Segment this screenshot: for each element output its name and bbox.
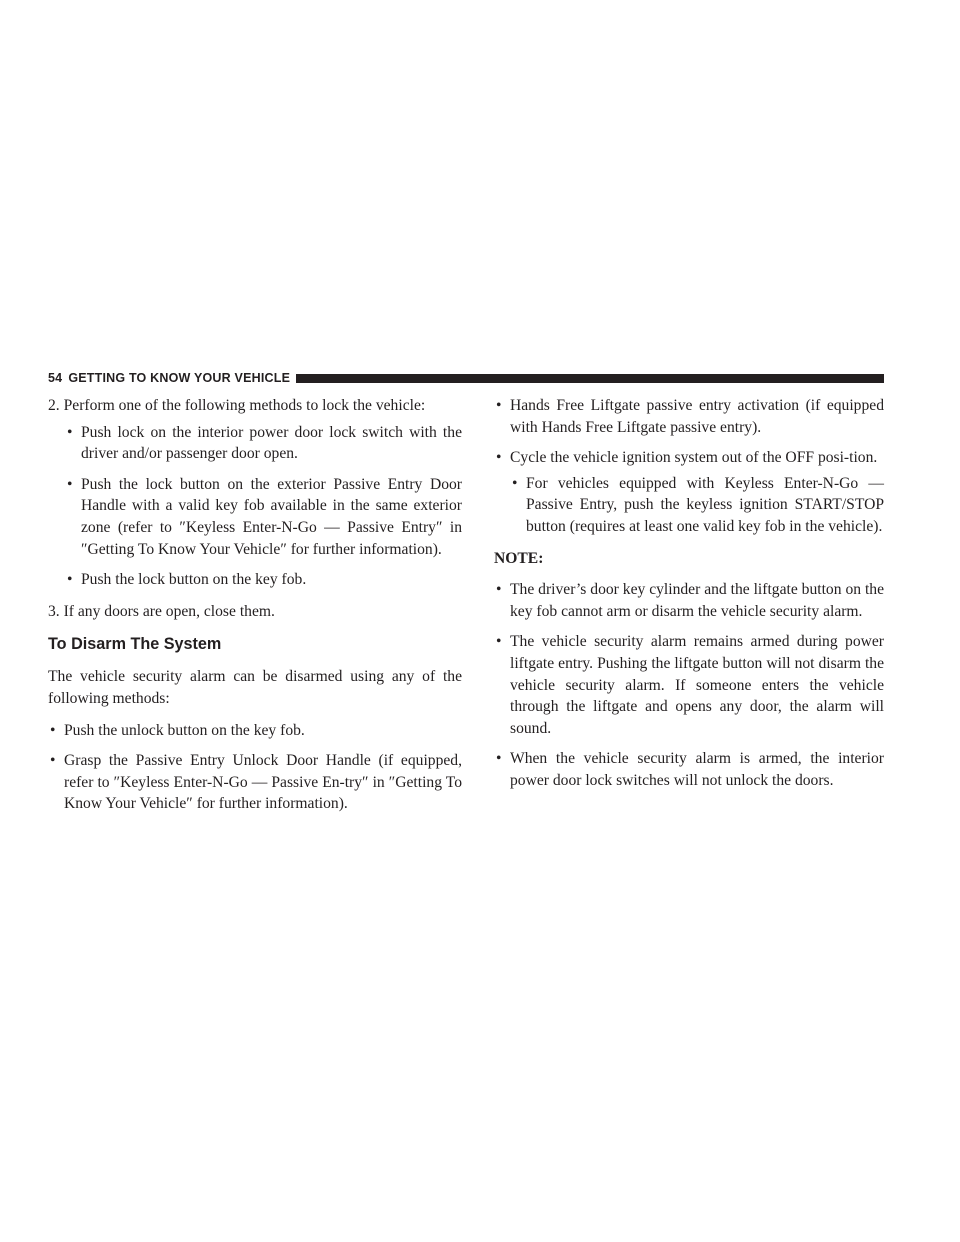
note-1: • The driver’s door key cylinder and the liftgate button on the key fob cannot arm or disarm the vehicle security alarm. [494,579,884,622]
note-3: • When the vehicle security alarm is armed, the interior power door lock switches will not unlock the doors. [494,748,884,791]
lock-method-2: • Push the lock button on the exterior Passive Entry Door Handle with a valid key fob available in the same exterior zone (refer to ″Keyless Enter-N-Go — Passive Entry″ in ″Getting To Know Your Vehicle″ for further information). [65,474,462,560]
disarm-intro: The vehicle security alarm can be disarmed using any of the following methods: [48,668,462,707]
disarm-method-4: • Cycle the vehicle ignition system out of the OFF posi-tion. [494,447,884,469]
page-number: 54 [48,371,63,385]
lock-method-1: • Push lock on the interior power door lock switch with the driver and/or passenger door open. [65,422,462,465]
lock-method-3: • Push the lock button on the key fob. [65,569,462,591]
disarm-method-1: • Push the unlock button on the key fob. [48,720,462,742]
step-2: 2. Perform one of the following methods to lock the vehicle: [48,397,426,414]
section-title: GETTING TO KNOW YOUR VEHICLE [68,371,291,385]
step-3: 3. If any doors are open, close them. [48,602,275,620]
header-rule [296,374,884,383]
note-label: NOTE: [494,549,544,567]
left-column [48,395,462,824]
right-column [494,395,884,801]
disarm-method-2: • Grasp the Passive Entry Unlock Door Handle (if equipped, refer to ″Keyless Enter-N-Go — Passive En-try″ in ″Getting To Know Your Vehicle″ for further information). [48,750,462,815]
page-header [48,371,884,385]
section-heading: To Disarm The System [48,635,222,654]
note-2: • The vehicle security alarm remains armed during power liftgate entry. Pushing the liftgate button will not disarm the vehicle security alarm. If someone enters the vehicle through the liftgate and opens any door, the alarm will sound. [494,631,884,739]
disarm-sub-method: • For vehicles equipped with Keyless Enter-N-Go — Passive Entry, push the keyless ignition START/STOP button (requires at least one valid key fob in the vehicle). [510,473,884,538]
disarm-method-3: • Hands Free Liftgate passive entry activation (if equipped with Hands Free Liftgate passive entry). [494,395,884,438]
